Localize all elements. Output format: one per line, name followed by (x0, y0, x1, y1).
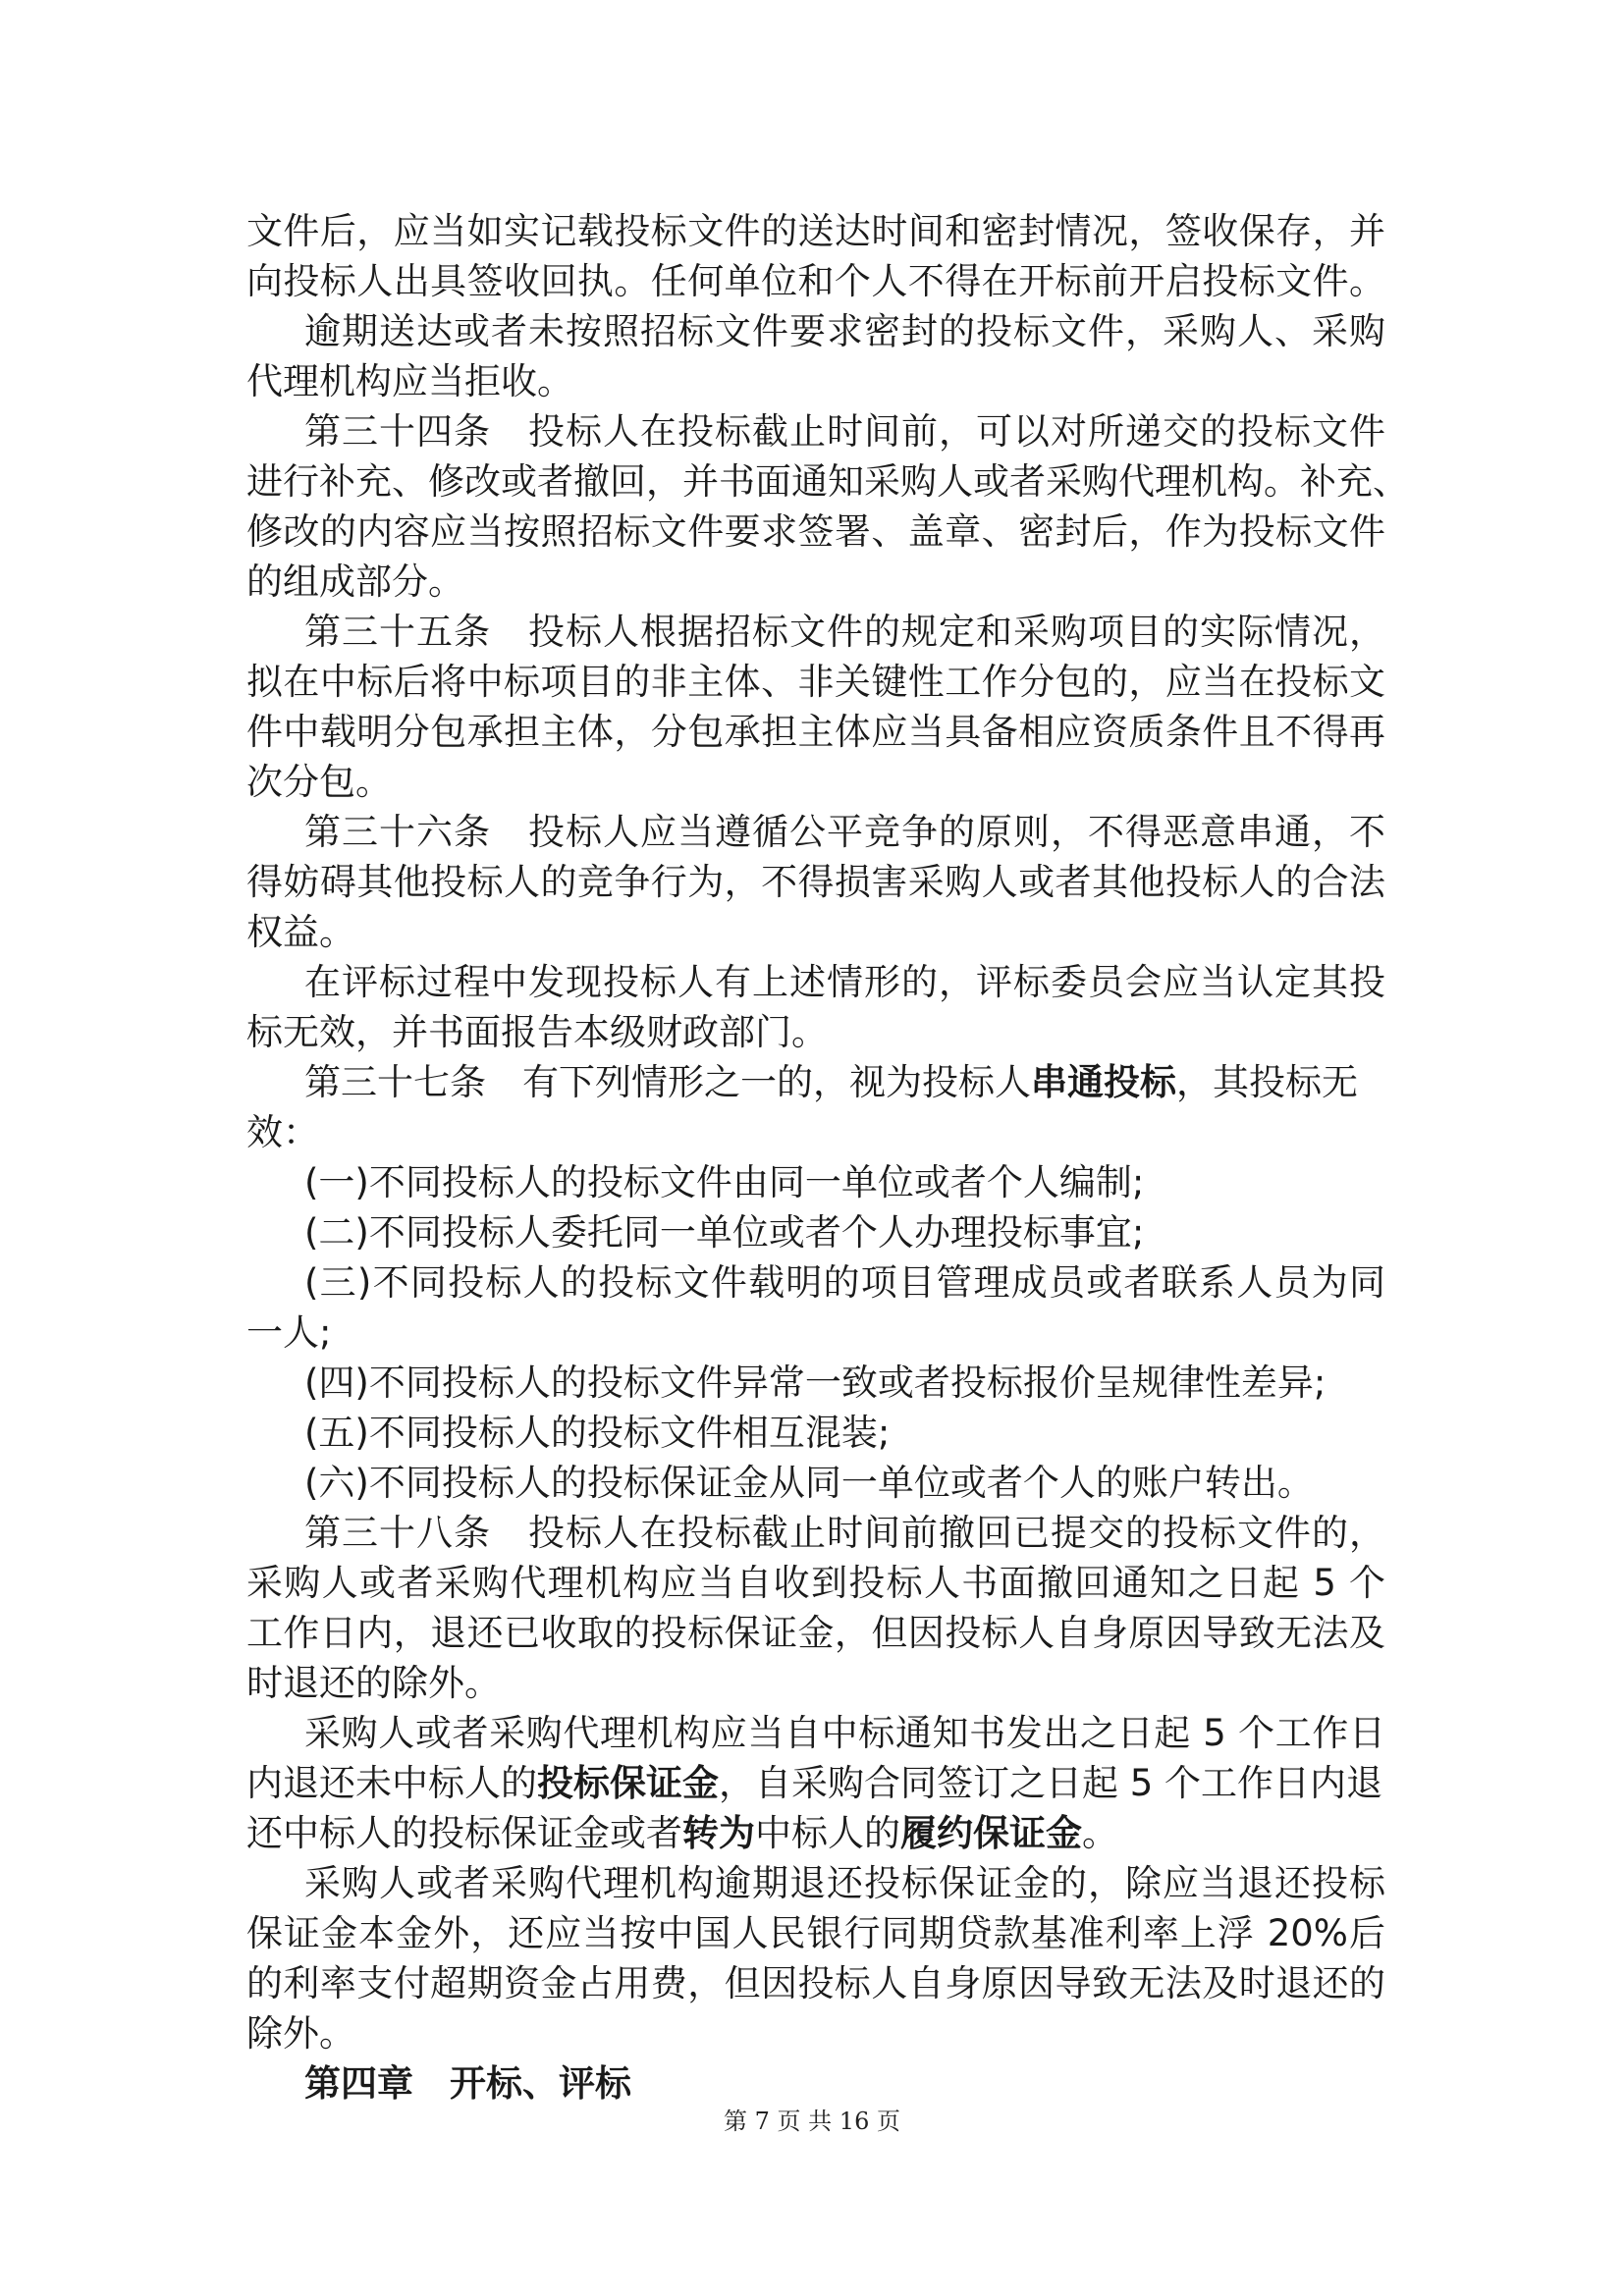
list-item: (六)不同投标人的投标保证金从同一单位或者个人的账户转出。 (304, 1462, 1314, 1504)
text-line: 向投标人出具签收回执。任何单位和个人不得在开标前开启投标文件。 (246, 260, 1385, 302)
article-38-line: 第三十八条 投标人在投标截止时间前撤回已提交的投标文件的， (304, 1512, 1385, 1554)
bold-term: 投标保证金 (537, 1762, 719, 1804)
text-line: 权益。 (246, 911, 355, 953)
text-line: 拟在中标后将中标项目的非主体、非关键性工作分包的，应当在投标文 (246, 661, 1385, 703)
text-line: 采购人或者采购代理机构应当自中标通知书发出之日起 5 个工作日 (304, 1712, 1385, 1754)
article-34-line: 第三十四条 投标人在投标截止时间前，可以对所递交的投标文件 (304, 410, 1385, 453)
article-35-line: 第三十五条 投标人根据招标文件的规定和采购项目的实际情况， (304, 611, 1385, 653)
text-line: 得妨碍其他投标人的竞争行为，不得损害采购人或者其他投标人的合法 (246, 861, 1385, 903)
text-line: 逾期送达或者未按照招标文件要求密封的投标文件，采购人、采购 (304, 310, 1385, 352)
text-line: 进行补充、修改或者撤回，并书面通知采购人或者采购代理机构。补充、 (246, 460, 1409, 503)
text-line: 的组成部分。 (246, 561, 464, 603)
text-line: 标无效，并书面报告本级财政部门。 (246, 1011, 828, 1053)
article-36-line: 第三十六条 投标人应当遵循公平竞争的原则，不得恶意串通，不 (304, 811, 1385, 853)
text-line: 采购人或者采购代理机构逾期退还投标保证金的，除应当退还投标 (304, 1862, 1385, 1904)
text-line: 保证金本金外，还应当按中国人民银行同期贷款基准利率上浮 20%后 (246, 1912, 1385, 1954)
list-item: (四)不同投标人的投标文件异常一致或者投标报价呈规律性差异; (304, 1362, 1326, 1404)
text-line: 内退还未中标人的投标保证金，自采购合同签订之日起 5 个工作日内退 (246, 1762, 1383, 1804)
text-line: 文件后，应当如实记载投标文件的送达时间和密封情况，签收保存，并 (246, 210, 1385, 252)
list-item: (五)不同投标人的投标文件相互混装; (304, 1412, 891, 1454)
text-line: 效： (246, 1111, 319, 1153)
bold-term: 串通投标 (1031, 1061, 1176, 1103)
text-line: 一人; (246, 1311, 332, 1354)
chapter-heading: 第四章 开标、评标 (304, 2062, 631, 2105)
text-line: 次分包。 (246, 761, 392, 803)
text-line: 采购人或者采购代理机构应当自收到投标人书面撤回通知之日起 5 个 (246, 1562, 1385, 1604)
text-line: 还中标人的投标保证金或者转为中标人的履约保证金。 (246, 1812, 1118, 1854)
bold-term: 履约保证金 (900, 1812, 1082, 1854)
list-item: (一)不同投标人的投标文件由同一单位或者个人编制; (304, 1161, 1145, 1203)
text-line: 代理机构应当拒收。 (246, 360, 573, 402)
text-line: 在评标过程中发现投标人有上述情形的，评标委员会应当认定其投 (304, 961, 1385, 1003)
bold-term: 转为 (682, 1812, 755, 1854)
list-item: (三)不同投标人的投标文件载明的项目管理成员或者联系人员为同 (304, 1261, 1385, 1304)
text-line: 的利率支付超期资金占用费，但因投标人自身原因导致无法及时退还的 (246, 1962, 1385, 2004)
list-item: (二)不同投标人委托同一单位或者个人办理投标事宜; (304, 1211, 1145, 1254)
text-line: 件中载明分包承担主体，分包承担主体应当具备相应资质条件且不得再 (246, 711, 1385, 753)
text-line: 修改的内容应当按照招标文件要求签署、盖章、密封后，作为投标文件 (246, 510, 1385, 553)
article-37-line: 第三十七条 有下列情形之一的，视为投标人串通投标，其投标无 (304, 1061, 1358, 1103)
text-line: 除外。 (246, 2012, 355, 2055)
text-line: 工作日内，退还已收取的投标保证金，但因投标人自身原因导致无法及 (246, 1612, 1385, 1654)
text-line: 时退还的除外。 (246, 1662, 501, 1704)
page-number: 第 7 页 共 16 页 (724, 2108, 900, 2135)
